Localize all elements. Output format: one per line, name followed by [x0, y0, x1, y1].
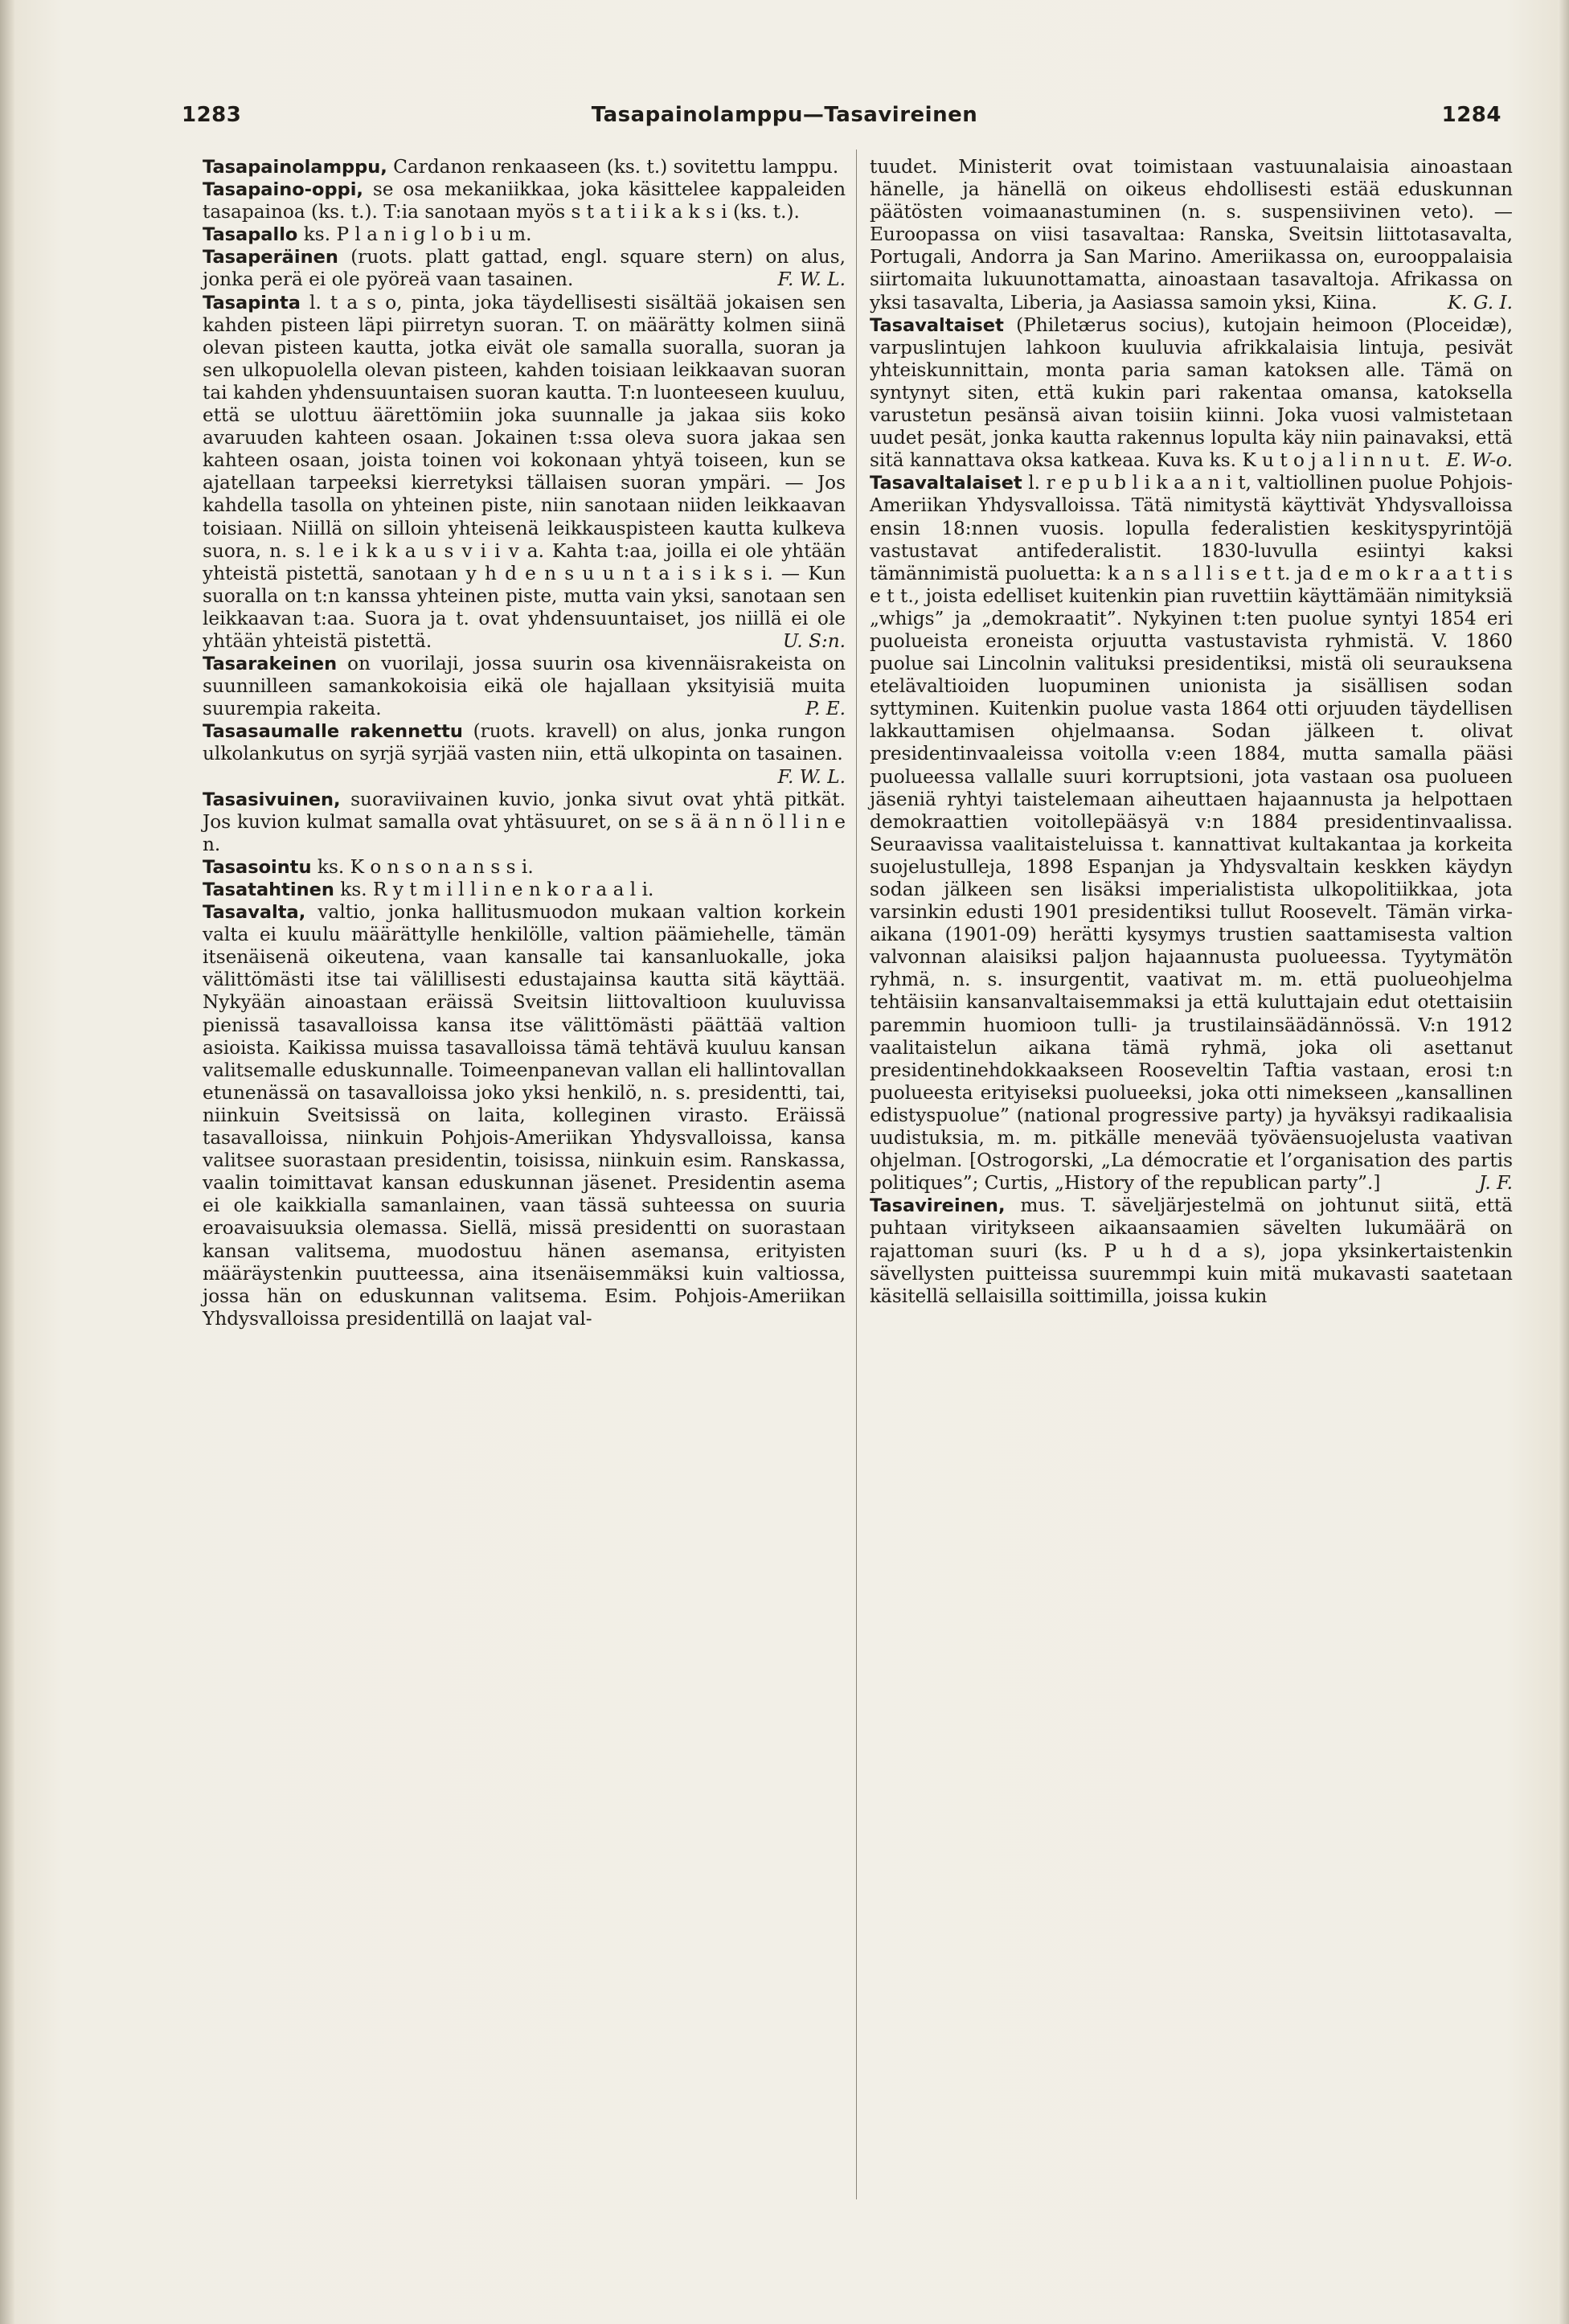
entry-headword: Tasasointu	[203, 856, 312, 878]
entry-headword: Tasaperäinen	[203, 247, 338, 268]
author-signature: E. W-o.	[1446, 449, 1513, 472]
entry-body: ks. K o n s o n a n s s i.	[311, 855, 534, 878]
author-signature: F. W. L.	[777, 268, 846, 291]
dictionary-entry	[203, 856, 846, 879]
entry-body: tuudet. Ministerit ovat toimistaan vastuunalaisia ainoastaan hänelle, ja hänellä on oikeus ehdollisesti estää eduskunnan päätösten voimaanastuminen (n. s. suspensiivinen veto). — Euroopassa on viisi tasavaltaa: Ranska, Sveitsin liittotasavalta, Portugali, Andorra ja San Marino. Ameriikassa on, eurooppalaisia siirtomaita lukuunottamatta, ainoastaan tasavaltoja. Afrikassa on yksi tasavalta, Liberia, ja Aasiassa samoin yksi, Kiina.	[870, 156, 1513, 314]
author-signature: F. W. L.	[777, 765, 846, 788]
entry-body: se osa mekaniikkaa, joka käsittelee kappaleiden tasapainoa (ks. t.). T:ia sanotaan myös s t a t i i k a k s i (ks. t.).	[203, 178, 846, 223]
header-title: Tasapainolamppu—Tasavireinen	[591, 103, 978, 127]
dictionary-entry	[203, 178, 846, 223]
column-divider	[856, 150, 857, 2199]
dictionary-entry	[203, 720, 846, 788]
author-signature: K. G. I.	[1447, 291, 1513, 314]
dictionary-entry	[203, 653, 846, 720]
dictionary-entry	[203, 901, 846, 1330]
entry-headword: Tasapaino-oppi,	[203, 179, 363, 201]
entry-body: l. r e p u b l i k a a n i t, valtiollinen puolue Pohjois-Ameriikan Yhdysvalloissa. Tätä nimitystä käyttivät Yhdysvalloissa ensin 18:nnen vuosis. lopulla federalistien keskityspyrintöjä vastustavat antifederalistit. 1830-luvulla esiintyi kaksi tämännimistä puoluetta: k a n s a l l i s e t t. ja d e m o k r a a t t i s e t t., joista edelliset kuitenkin pian ruvettiin käyttämään nimityksiä „whigs” ja „demokraatit”. Nykyinen t:ten puolue syntyi 1854 eri puolueista eroneista orjuutta vastustavista ryhmistä. V. 1860 puolue sai Lincolnin valituksi presidentiksi, mistä oli seurauksena etelävaltioiden luopuminen unionista ja sisällisen sodan syttyminen. Kuitenkin puolue vasta 1864 otti orjuuden täydellisen lakkauttamisen ohjelmaansa. Sodan jälkeen t. olivat presidentinvaaleissa voitolla v:een 1884, mutta samalla pääsi puolueessa vallalle suuri korruptsioni, jota vastaan osa puolueen jäseniä ryhtyi taistelemaan aiheuttaen hajaannusta ja helpottaen demokraattien voitollepääsyä v:n 1884 presidentinvaalissa. Seuraavissa vaalitaisteluissa t. kannattivat kultakantaa ja korkeita suojelustulleja, 1898 Espanjan ja Yhdysvaltain keskken käydyn sodan jälkeen sen lisäksi imperialistista ulkopolitiikkaa, jota varsinkin edusti 1901 presidentiksi tullut Roosevelt. Tämän virka-aikana (1901-09) herätti kysymys trustien saattamisesta valtion valvonnan alaisiksi paljon hajaannusta puolueessa. Tyytymätön ryhmä, n. s. insurgentit, vaativat m. m. että puolueohjelma tehtäisiin kansanvaltaisemmaksi ja että kuluttajain edut otettaisiin paremmin huomioon tulli- ja trustilainsäädännössä. V:n 1912 vaalitaistelun aikana tämä ryhmä, joka oli asettanut presidentinehdokkaakseen Rooseveltin Taftia vastaan, erosi t:n puolueesta erityiseksi puolueeksi, joka otti nimekseen „kansallinen edistyspuolue” (national progressive party) ja hyväksyi radikaalisia uudistuksia, m. m. pitkälle menevää työväensuojelusta vaativan ohjelman. [Ostrogorski, „La démocratie et l’organisation des partis politiques”; Curtis, „History of the republican party”.]	[870, 472, 1513, 1195]
right-column	[870, 156, 1513, 1308]
entry-headword: Tasapallo	[203, 224, 298, 246]
entry-body: ks. R y t m i l l i n e n k o r a a l i.	[334, 879, 654, 900]
author-signature: J. F.	[1478, 1172, 1513, 1195]
entry-body: mus. T. säveljärjestelmä on johtunut siitä, että puhtaan viritykseen aikaansaamien sävelten lukumäärä on rajattoman suuri (ks. P u h d a s), jopa yksinkertaistenkin sävellysten puitteissa suuremmpi kuin mitä mukavasti saatetaan käsitellä sellaisilla soittimilla, joissa kukin	[870, 1195, 1513, 1307]
entry-headword: Tasasivuinen,	[203, 789, 341, 810]
author-signature: P. E.	[805, 698, 846, 720]
entry-body: Cardanon renkaaseen (ks. t.) sovitettu lamppu.	[387, 156, 839, 178]
page-binding-shadow	[0, 0, 14, 2324]
page-number-left: 1283	[182, 103, 242, 127]
entry-body: l. t a s o, pinta, joka täydellisesti sisältää jokaisen sen kahden pisteen läpi piirretyn suoran. T. on määrätty kolmen siinä olevan pisteen kautta, jotka eivät ole samalla suoralla, suoran ja sen ulkopuolella olevan pisteen, kahden toisiaan leikkaavan suoran tai kahden yhdensuuntaisen suoran kautta. T:n luonteeseen kuuluu, että se ulottuu äärettömiin joka suunnalle ja jakaa siis koko avaruuden kahteen osaan. Jokainen t:ssa oleva suora jakaa sen kahteen osaan, joista toinen voi kokonaan yhtyä toiseen, kun se ajatellaan tarpeeksi kierretyksi tällaisen suoran ympäri. — Jos kahdella tasolla on yhteinen piste, niin sanotaan niiden leikkaavan toisiaan. Niillä on silloin yhteisenä leikkauspisteen kautta kulkeva suora, n. s. l e i k k a u s v i i v a. Kahta t:aa, joilla ei ole yhtään yhteistä pistettä, sanotaan y h d e n s u u n t a i s i k s i. — Kun suoralla on t:n kanssa yhteinen piste, mutta vain yksi, sanotaan sen leikkaavan t:aa. Suora ja t. ovat yhdensuuntaiset, jos niillä ei ole yhtään yhteistä pistettä.	[203, 291, 846, 652]
dictionary-entry	[203, 246, 846, 291]
dictionary-entry	[870, 472, 1513, 1195]
page-edge-shadow	[1558, 0, 1569, 2324]
dictionary-entry	[203, 292, 846, 654]
entry-body: on vuorilaji, jossa suurin osa kivennäisrakeista on suunnilleen samankokoisia eikä ole hajallaan yksityisiä muita suurempia rakeita.	[203, 653, 846, 720]
entry-headword: Tasatahtinen	[203, 879, 334, 900]
author-signature: U. S:n.	[782, 629, 846, 652]
entry-headword: Tasapainolamppu,	[203, 157, 387, 178]
dictionary-entry	[870, 314, 1513, 473]
entry-body: valtio, jonka hallitusmuodon mukaan valtion korkein valta ei kuulu määrättylle henkilölle, valtion päämiehelle, tämän itsenäisenä oikeutena, vaan kansalle tai kansanluokalle, joka välittömästi itse tai välillisesti edustajainsa kautta sitä käyttää. Nykyään ainoastaan eräissä Sveitsin liittovaltioon kuuluvissa pienissä tasavalloissa kansa itse välittömästi päättää valtion asioista. Kaikissa muissa tasavalloissa tämä tehtävä kuuluu kansan valitsemalle eduskunnalle. Toimeenpanevan vallan eli hallintovallan etunenässä on tasavalloissa joko yksi henkilö, n. s. presidentti, tai, niinkuin Sveitsissä on laita, kolleginen virasto. Eräissä tasavalloissa, niinkuin Pohjois-Ameriikan Yhdysvalloissa, kansa valitsee suorastaan presidentin, toisissa, niinkuin esim. Ranskassa, vaalin toimittavat kansan eduskunnan jäsenet. Presidentin asema ei ole kaikkialla samanlainen, vaan tässä suhteessa on suuria eroavaisuuksia olemassa. Siellä, missä presidentti on suorastaan kansan valitsema, muodostuu hänen asemansa, erityisten määräystenkin puutteessa, aina itsenäisemmäksi kuin valtiossa, jossa hän on eduskunnan valitsema. Esim. Pohjois-Ameriikan Yhdysvalloissa presidentillä on laajat val-	[203, 901, 846, 1330]
entry-headword: Tasavaltaiset	[870, 314, 1004, 336]
dictionary-entry	[203, 879, 846, 901]
dictionary-entry	[203, 156, 846, 178]
page-number-right: 1284	[1441, 103, 1501, 127]
entry-body: (ruots. kravell) on alus, jonka rungon ulkolankutus on syrjä syrjää vasten niin, että ulkopinta on tasainen.	[203, 720, 846, 765]
entry-headword: Tasasaumalle rakennettu	[203, 721, 463, 743]
dictionary-entry	[870, 156, 1513, 314]
dictionary-entry	[203, 223, 846, 246]
entry-headword: Tasavaltalaiset	[870, 473, 1022, 494]
entry-body: (Philetærus socius), kutojain heimoon (Ploceidæ), varpuslintujen lahkoon kuuluvia afrikkalaisia lintuja, pesivät yhteiskunnittain, monta paria saman katoksen alle. Tämä on syntynyt siten, että kukin pari rakentaa omansa, katoksella varustetun pesänsä aivan toisiin kiinni. Joka vuosi valmistetaan uudet pesät, jonka kautta rakennus lopulta käy niin painavaksi, että sitä kannattava oksa katkeaa. Kuva ks. K u t o j a l i n n u t.	[870, 314, 1513, 472]
entry-body: suoraviivainen kuvio, jonka sivut ovat yhtä pitkät. Jos kuvion kulmat samalla ovat yhtäsuuret, on se s ä ä n n ö l l i n e n.	[203, 788, 846, 855]
entry-headword: Tasavireinen,	[870, 1195, 1006, 1217]
entry-headword: Tasapinta	[203, 292, 301, 314]
entry-body: (ruots. platt gattad, engl. square stern) on alus, jonka perä ei ole pyöreä vaan tasainen.	[203, 246, 846, 291]
dictionary-entry	[203, 789, 846, 856]
dictionary-entry	[870, 1195, 1513, 1307]
running-header	[0, 103, 1569, 135]
entry-headword: Tasavalta,	[203, 902, 306, 924]
entry-headword: Tasarakeinen	[203, 654, 338, 675]
left-column	[203, 156, 846, 1330]
entry-body: ks. P l a n i g l o b i u m.	[297, 223, 532, 246]
